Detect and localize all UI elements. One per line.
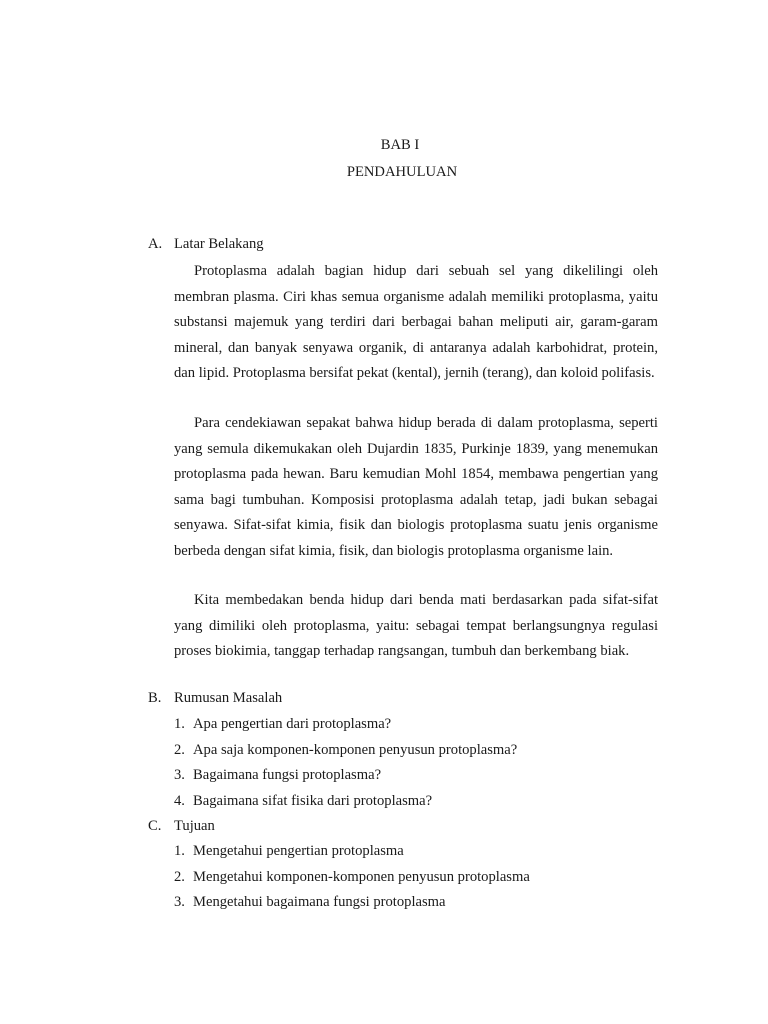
list-item <box>174 789 517 815</box>
paragraph-2: Para cendekiawan sepakat bahwa hidup berada di dalam protoplasma, seperti yang semula dikemukakan oleh Dujardin 1835, Purkinje 1839, yang menemukan protoplasma pada hewan. Baru kemudian Mohl 1854, membawa pengertian yang sama bagi tumbuhan. Komposisi protoplasma adalah tetap, jadi bukan sebagai senyawa. Sifat-sifat kimia, fisik dan biologis protoplasma suatu jenis organisme berbeda dengan sifat kimia, fisik, dan biologis protoplasma organisme lain. <box>174 415 658 559</box>
section-heading-rumusan-masalah <box>148 690 282 707</box>
list-item-text: Bagaimana fungsi protoplasma? <box>193 767 382 784</box>
list-item <box>174 865 530 891</box>
list-item-text: Bagaimana sifat fisika dari protoplasma? <box>193 792 433 809</box>
list-item-number: 2. <box>174 868 185 885</box>
section-letter: C. <box>148 818 162 834</box>
list-item <box>174 738 517 764</box>
list-item-number: 4. <box>174 792 185 809</box>
list-item <box>174 763 517 789</box>
section-letter: B. <box>148 690 162 706</box>
list-item-text: Apa pengertian dari protoplasma? <box>193 716 392 732</box>
list-item-number: 3. <box>174 767 185 784</box>
section-heading-latar-belakang <box>148 236 264 253</box>
tujuan-list <box>174 839 530 916</box>
list-item-text: Apa saja komponen-komponen penyusun protoplasma? <box>193 741 518 758</box>
list-item-text: Mengetahui pengertian protoplasma <box>193 843 404 859</box>
section-letter: A. <box>148 236 163 252</box>
section-title: Tujuan <box>174 818 215 834</box>
list-item-number: 3. <box>174 894 185 911</box>
list-item-number: 2. <box>174 741 185 758</box>
chapter-title: PENDAHULUAN <box>346 164 458 180</box>
list-item-text: Mengetahui komponen-komponen penyusun protoplasma <box>193 868 530 885</box>
section-heading-tujuan <box>148 818 215 835</box>
list-item-text: Mengetahui bagaimana fungsi protoplasma <box>193 894 446 911</box>
chapter-label: BAB I <box>380 137 420 153</box>
list-item <box>174 712 517 738</box>
rumusan-masalah-list <box>174 712 517 814</box>
list-item <box>174 890 530 916</box>
list-item <box>174 839 530 865</box>
list-item-number: 1. <box>174 843 185 859</box>
list-item-number: 1. <box>174 716 185 732</box>
paragraph-3: Kita membedakan benda hidup dari benda mati berdasarkan pada sifat-sifat yang dimiliki oleh protoplasma, yaitu: sebagai tempat berlangsungnya regulasi proses biokimia, tanggap terhadap rangsangan, tumbuh dan berkembang biak. <box>174 592 658 660</box>
paragraph-1: Protoplasma adalah bagian hidup dari sebuah sel yang dikelilingi oleh membran plasma. Ciri khas semua organisme adalah memiliki protoplasma, yaitu substansi majemuk yang terdiri dari berbagai bahan meliputi air, garam-garam mineral, dan banyak senyawa organik, di antaranya adalah karbohidrat, protein, dan lipid. Protoplasma bersifat pekat (kental), jernih (terang), dan koloid polifasis. <box>174 263 658 382</box>
section-title: Rumusan Masalah <box>174 690 283 706</box>
section-title: Latar Belakang <box>174 236 264 252</box>
